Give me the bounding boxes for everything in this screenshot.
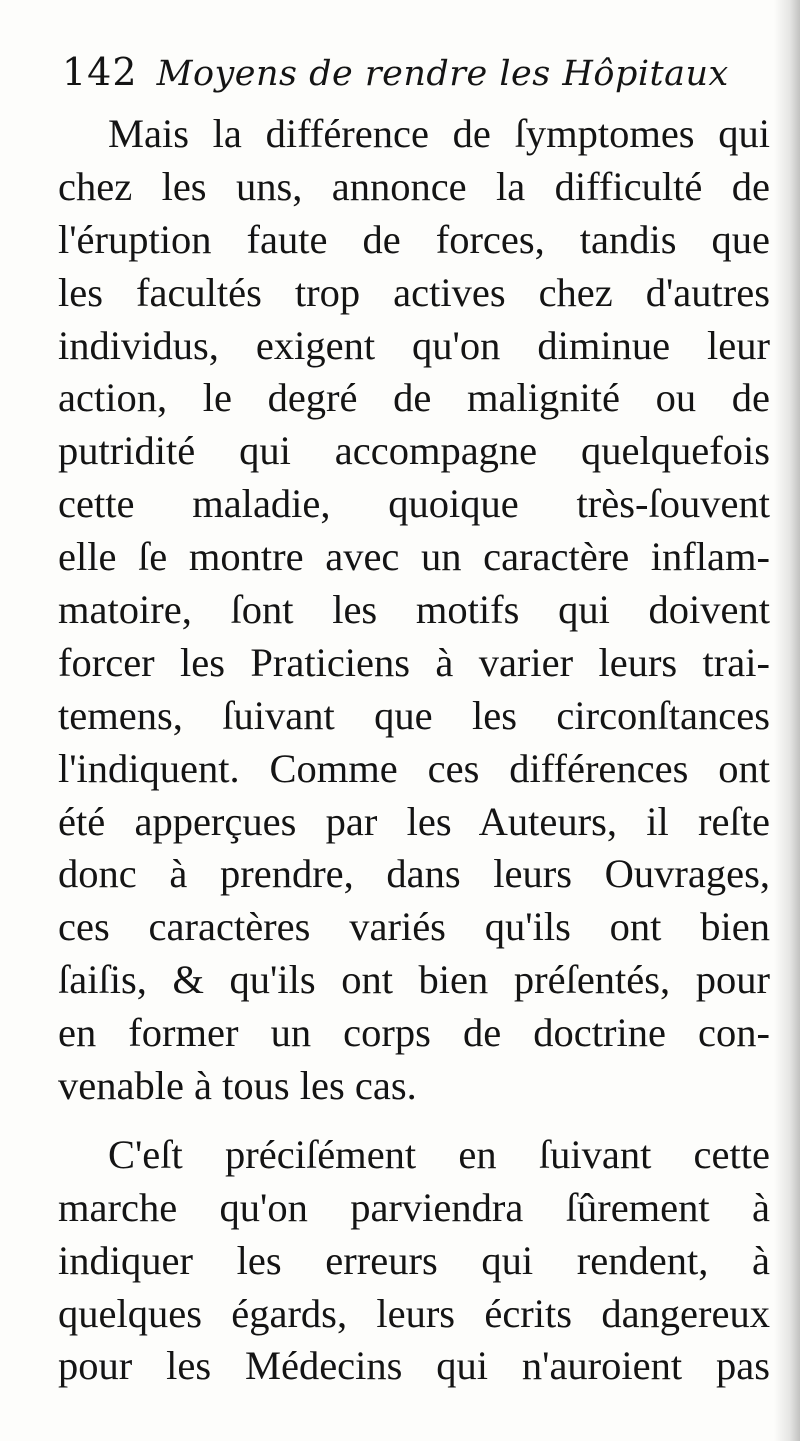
text-line: elle ſe montre avec un caractère inflam- [58,534,770,580]
text-line: individus, exigent qu'on diminue leur [58,322,770,368]
page-number: 142 [62,50,138,94]
text-line: matoire, ſont les motifs qui doivent [58,587,770,633]
paragraph-1 [58,108,770,1113]
running-title: Moyens de rendre les Hôpitaux [156,54,729,94]
text-line: chez les uns, annonce la difficulté de [58,163,770,209]
page-edge-shadow [774,0,800,1441]
text-line: forcer les Praticiens à varier leurs trai- [58,639,770,685]
text-line: ces caractères variés qu'ils ont bien [58,904,770,950]
paragraph-2 [58,1129,770,1393]
text-line: Mais la différence de ſymptomes qui [108,111,770,156]
text-line: été apperçues par les Auteurs, il reſte [58,798,770,844]
text-line: cette maladie, quoique très-ſouvent [58,481,770,527]
text-line: indiquer les erreurs qui rendent, à [58,1237,770,1283]
text-line: en former un corps de doctrine con- [58,1010,770,1056]
body-text [58,108,770,1393]
text-line: marche qu'on parviendra ſûrement à [58,1184,770,1230]
text-line: l'indiquent. Comme ces différences ont [58,745,770,791]
text-line: l'éruption faute de forces, tandis que [58,216,770,262]
text-line: ſaiſis, & qu'ils ont bien préſentés, pour [58,957,770,1003]
text-line: C'eſt préciſément en ſuivant cette [108,1131,770,1177]
text-line: putridité qui accompagne quelquefois [58,428,770,474]
text-line: les facultés trop actives chez d'autres [58,269,770,315]
page-header [62,50,767,100]
text-line: venable à tous les cas. [58,1063,417,1109]
text-line: quelques égards, leurs écrits dangereux [58,1290,770,1336]
text-line: action, le degré de malignité ou de [58,375,770,421]
text-line: donc à prendre, dans leurs Ouvrages, [58,851,770,897]
text-line: pour les Médecins qui n'auroient pas [58,1343,770,1389]
text-line: temens, ſuivant que les circonſtances [58,692,770,738]
